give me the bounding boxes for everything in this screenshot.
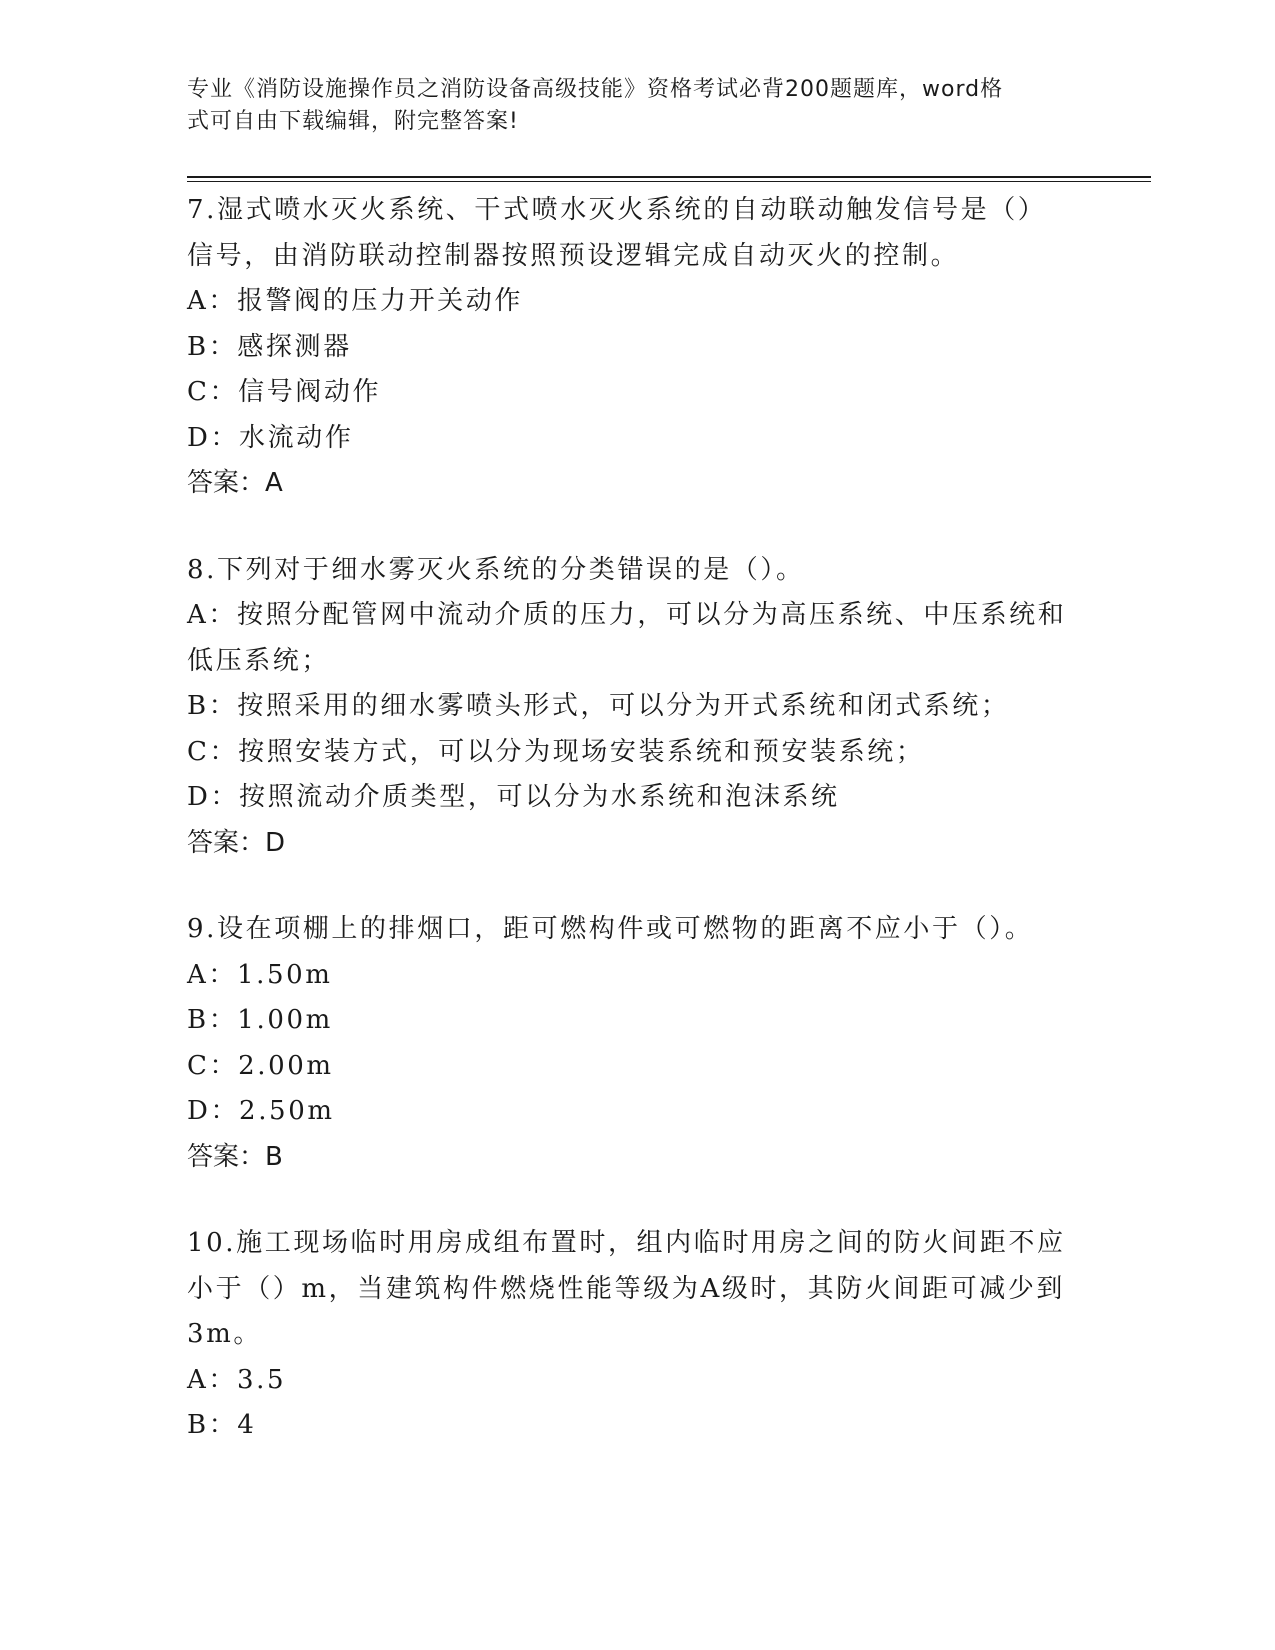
- option-a: A：1.50m: [187, 959, 333, 990]
- question-9: [187, 907, 1087, 1180]
- question-8: [187, 548, 1087, 867]
- option-d: D：水流动作: [187, 422, 354, 453]
- option-b: B：1.00m: [187, 1005, 333, 1035]
- header-divider-thick: [187, 176, 1151, 178]
- option-c: C：信号阀动作: [187, 377, 382, 407]
- answer-line: 答案：D: [187, 827, 286, 858]
- spacer: [187, 866, 1087, 907]
- option-a: A：报警阀的压力开关动作: [187, 286, 523, 316]
- question-10: [187, 1221, 1087, 1449]
- question-list: [187, 188, 1087, 1449]
- header-divider-thin: [187, 181, 1151, 182]
- answer-line: 答案：A: [187, 468, 283, 498]
- option-b: B：4: [187, 1410, 257, 1440]
- option-c: C：按照安装方式，可以分为现场安装系统和预安装系统；: [187, 736, 925, 767]
- spacer: [187, 507, 1087, 548]
- header-line-2: 式可自由下载编辑，附完整答案!: [187, 109, 519, 134]
- question-stem: 小于（）m，当建筑构件燃烧性能等级为A级时，其防火间距可减少到: [187, 1273, 1066, 1304]
- question-stem: 9.设在项棚上的排烟口，距可燃构件或可燃物的距离不应小于（）。: [187, 914, 1034, 944]
- question-stem: 3m。: [187, 1319, 262, 1349]
- option-a-continued: 低压系统；: [187, 645, 331, 676]
- header-line-1: 专业《消防设施操作员之消防设备高级技能》资格考试必背200题题库，word格: [187, 77, 1004, 102]
- question-7: [187, 188, 1087, 507]
- option-d: D：2.50m: [187, 1096, 335, 1126]
- spacer: [187, 1180, 1087, 1221]
- option-d: D：按照流动介质类型，可以分为水系统和泡沫系统: [187, 782, 840, 812]
- question-stem: 10.施工现场临时用房成组布置时，组内临时用房之间的防火间距不应: [187, 1228, 1066, 1258]
- question-stem: 8.下列对于细水雾灭火系统的分类错误的是（）。: [187, 554, 805, 585]
- document-header: [187, 74, 1067, 138]
- option-c: C：2.00m: [187, 1050, 334, 1081]
- question-stem: 信号，由消防联动控制器按照预设逻辑完成自动灭火的控制。: [187, 240, 960, 271]
- question-stem: 7.湿式喷水灭火系统、干式喷水灭火系统的自动联动触发信号是（）: [187, 195, 1047, 225]
- option-b: B：感探测器: [187, 331, 352, 362]
- answer-line: 答案：B: [187, 1141, 283, 1172]
- option-b: B：按照采用的细水雾喷头形式，可以分为开式系统和闭式系统；: [187, 691, 1010, 721]
- option-a: A：按照分配管网中流动介质的压力，可以分为高压系统、中压系统和: [187, 600, 1067, 630]
- option-a: A：3.5: [187, 1364, 287, 1395]
